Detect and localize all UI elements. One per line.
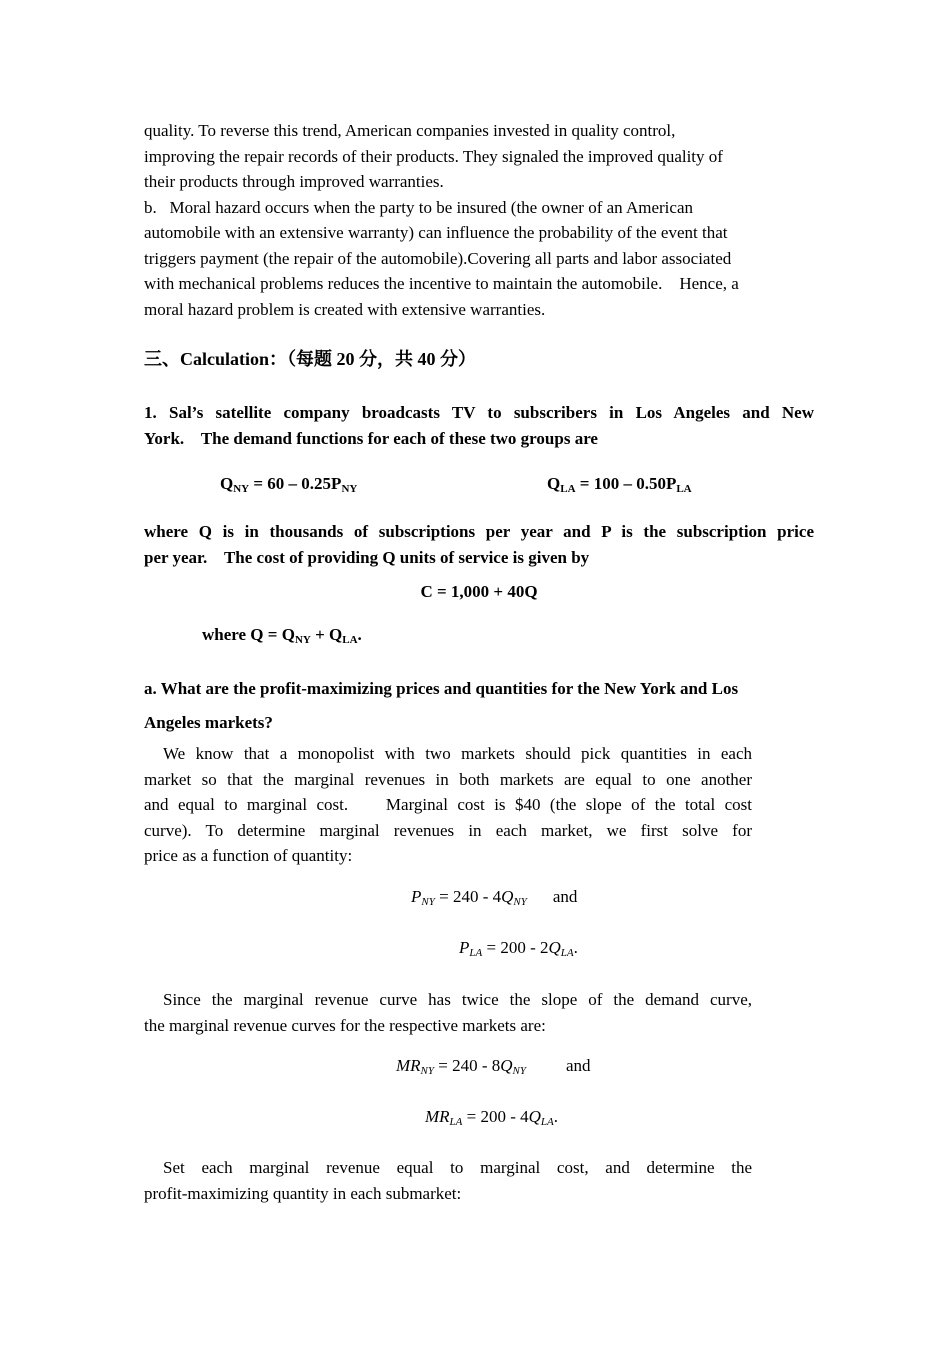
part-a-block [144,672,814,740]
answer-line: curve). To determine marginal revenues in each market, we first solve for [144,820,752,840]
eq-symbol: P [459,938,470,957]
eq-text: where Q = Q [202,625,295,644]
eq-symbol: Q [528,1107,541,1126]
eq-symbol: MR [396,1056,421,1075]
eq-subscript: LA [540,1116,554,1128]
answer-line: Set each marginal revenue equal to marginal cost, and determine the [163,1158,752,1177]
demand-equation-ny [220,474,357,494]
eq-symbol: Q [548,938,561,957]
eq-text: and [552,887,578,906]
intro-line: quality. To reverse this trend, American companies invested in quality control, [144,121,676,140]
eq-subscript: LA [469,947,483,959]
answer-paragraph-2 [144,987,752,1038]
answer-line: and equal to marginal cost. Marginal cost is $40 (the slope of the total cost [144,795,752,814]
intro-line: with mechanical problems reduces the incentive to maintain the automobile. Hence, a [144,274,739,293]
section-heading: 三、Calculation：（每题 20 分，共 40 分） [144,349,477,369]
intro-line: moral hazard problem is created with extensive warranties. [144,299,546,319]
eq-symbol: Q [547,474,561,493]
intro-line: triggers payment (the repair of the automobile).Covering all parts and labor associated [144,248,732,268]
mr-equation-la [425,1107,558,1127]
eq-text: . [573,938,578,957]
answer-line: the marginal revenue curves for the respective markets are: [144,1015,546,1035]
part-a-line: Angeles markets? [144,713,273,732]
answer-paragraph-3 [144,1155,752,1206]
eq-subscript: NY [512,1065,527,1077]
eq-text: = 200 - 4 [462,1107,529,1126]
eq-subscript: NY [341,483,358,495]
eq-subscript: NY [294,634,311,646]
question-where-block [144,519,814,570]
cost-function-block [144,579,814,605]
answer-line: market so that the marginal revenues in both markets are equal to one another [144,769,752,789]
intro-paragraph [144,118,814,322]
cost-function: C = 1,000 + 40Q [420,582,538,601]
eq-text: = 240 - 8 [434,1056,501,1075]
question-line: 1. Sal’s satellite company broadcasts TV to subscribers in Los Angeles and New [144,403,814,422]
eq-text: + Q [310,625,343,644]
answer-line: Since the marginal revenue curve has twice the slope of the demand curve, [163,990,752,1009]
eq-symbol: P [411,887,422,906]
eq-text: = 100 – 0.50P [575,474,677,493]
mr-equation-ny [396,1056,591,1076]
eq-text: and [566,1056,591,1075]
eq-subscript: NY [233,483,250,495]
question-line: per year. The cost of providing Q units of service is given by [144,547,590,567]
intro-line: their products through improved warranties. [144,172,444,191]
intro-line: improving the repair records of their products. They signaled the improved quality of [144,146,723,166]
eq-subscript: LA [676,483,692,495]
eq-subscript: NY [420,1065,435,1077]
eq-text: . [553,1107,559,1126]
eq-subscript: LA [342,634,358,646]
answer-line: profit-maximizing quantity in each submarket: [144,1183,462,1203]
part-a-line: a. What are the profit-maximizing prices and quantities for the New York and Los [144,679,739,698]
eq-text: = 60 – 0.25P [249,474,342,493]
eq-subscript: LA [449,1116,463,1128]
eq-subscript: NY [421,896,435,908]
eq-symbol: Q [500,1056,513,1075]
section-heading-block [144,347,814,373]
eq-symbol: Q [501,887,514,906]
eq-symbol: MR [425,1107,450,1126]
answer-paragraph-1 [144,741,752,869]
price-equation-la [459,938,578,958]
question-line: York. The demand functions for each of these two groups are [144,428,598,448]
intro-line: automobile with an extensive warranty) can influence the probability of the event that [144,223,728,242]
eq-text: . [357,625,362,644]
demand-equation-la [547,474,692,494]
eq-subscript: NY [513,896,527,908]
eq-text: = 240 - 4 [434,887,502,906]
eq-text: = 200 - 2 [482,938,549,957]
answer-line: price as a function of quantity: [144,846,353,865]
eq-subscript: LA [560,947,574,959]
price-equation-ny [411,887,577,907]
total-quantity-definition [202,625,362,645]
question-block [144,400,814,451]
answer-line: We know that a monopolist with two markets should pick quantities in each [163,744,752,763]
eq-symbol: Q [220,474,234,493]
eq-subscript: LA [560,483,576,495]
intro-line: b. Moral hazard occurs when the party to be insured (the owner of an American [144,197,693,217]
question-line: where Q is in thousands of subscriptions per year and P is the subscription price [144,522,814,541]
